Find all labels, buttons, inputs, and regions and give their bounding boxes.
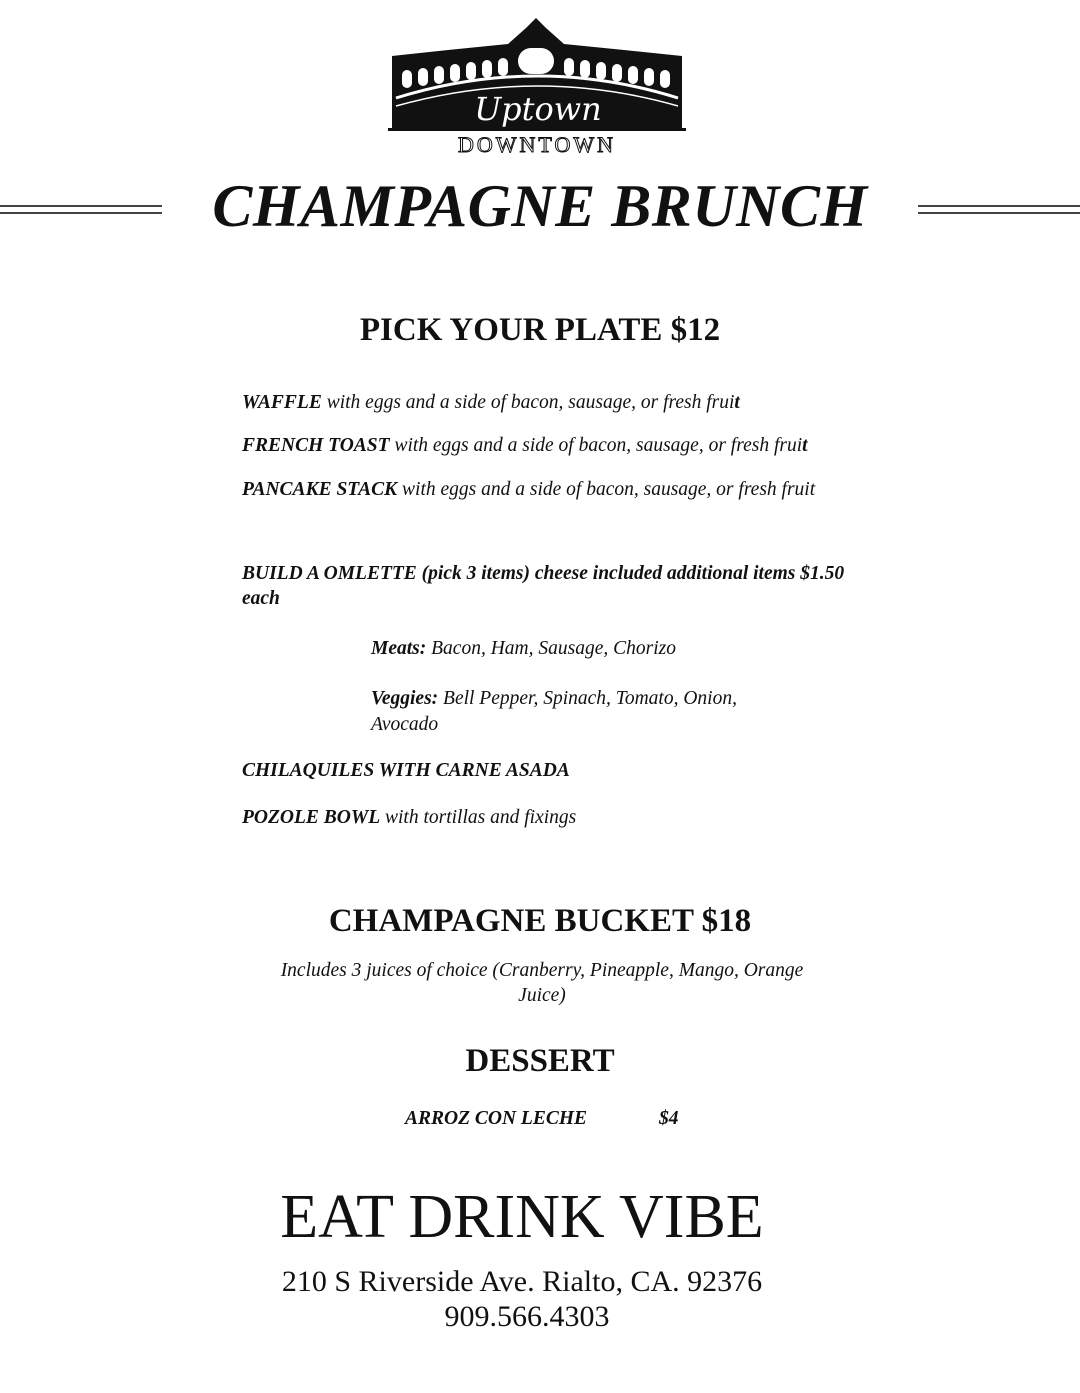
bucket-description: Includes 3 juices of choice (Cranberry, Pineapple, Mango, Orange Juice) [280, 960, 804, 1006]
dessert-item-price: $4 [659, 1108, 679, 1129]
menu-item-chilaquiles: CHILAQUILES WITH CARNE ASADA [242, 760, 570, 781]
dessert-item-name: ARROZ CON LECHE [405, 1108, 588, 1129]
menu-item-desc-tail: t [734, 392, 740, 413]
logo-wordmark: DOWNTOWN [457, 132, 617, 154]
uptown-downtown-logo [388, 14, 686, 154]
omelette-veggies [371, 686, 791, 738]
menu-item-desc: with eggs and a side of bacon, sausage, or fresh frui [389, 435, 803, 456]
menu-item-desc: with eggs and a side of bacon, sausage, or fresh fruit [397, 479, 816, 500]
page-title: CHAMPAGNE BRUNCH [212, 173, 868, 239]
veggies-list: Bell Pepper, Spinach, Tomato, Onion, Avocado [371, 688, 737, 735]
omelette-heading: BUILD A OMLETTE (pick 3 items) cheese included additional items $1.50 each [242, 563, 845, 609]
address: 210 S Riverside Ave. Rialto, CA. 92376 [281, 1265, 763, 1298]
menu-item-desc-tail: t [802, 435, 808, 456]
meats-label: Meats: [371, 638, 427, 659]
dessert-heading: DESSERT [465, 1043, 615, 1079]
meats-list: Bacon, Ham, Sausage, Chorizo [426, 638, 676, 659]
menu-item-pancake-stack [242, 479, 815, 501]
bucket-heading: CHAMPAGNE BUCKET $18 [328, 903, 752, 939]
menu-item-desc: with tortillas and fixings [380, 807, 577, 828]
menu-item-name: POZOLE BOWL [242, 807, 381, 828]
menu-item-name: FRENCH TOAST [242, 435, 390, 456]
logo-script-text: Uptown [474, 90, 602, 128]
phone-number: 909.566.4303 [444, 1300, 610, 1333]
plate-heading: PICK YOUR PLATE $12 [359, 312, 721, 348]
menu-item-french-toast [242, 435, 808, 457]
veggies-label: Veggies: [371, 688, 439, 709]
tagline: EAT DRINK VIBE [280, 1183, 764, 1251]
omelette-meats [371, 636, 676, 662]
menu-item-name: PANCAKE STACK [242, 479, 398, 500]
menu-item-pozole [242, 807, 576, 829]
menu-item-desc: with eggs and a side of bacon, sausage, or fresh frui [321, 392, 735, 413]
menu-item-waffle [242, 392, 740, 414]
menu-item-name: WAFFLE [242, 392, 322, 413]
